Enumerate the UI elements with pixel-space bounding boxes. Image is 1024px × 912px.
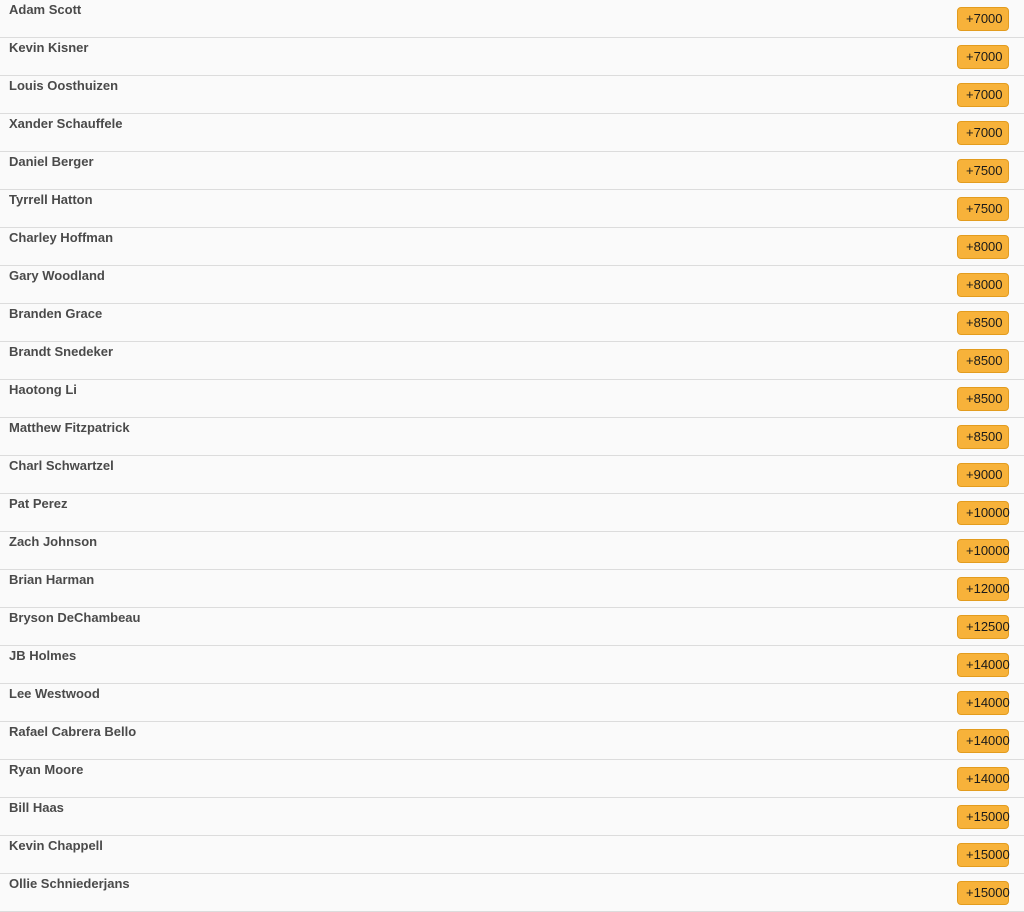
player-name: Bill Haas <box>9 800 64 815</box>
odds-button[interactable]: +7000 <box>957 121 1009 145</box>
list-item <box>0 646 1024 684</box>
list-item <box>0 114 1024 152</box>
odds-button[interactable]: +8500 <box>957 349 1009 373</box>
odds-button[interactable]: +8000 <box>957 273 1009 297</box>
player-name: Bryson DeChambeau <box>9 610 141 625</box>
player-name: Tyrrell Hatton <box>9 192 93 207</box>
player-name: Kevin Kisner <box>9 40 89 55</box>
player-name: Ryan Moore <box>9 762 84 777</box>
odds-button[interactable]: +15000 <box>957 843 1009 867</box>
list-item <box>0 38 1024 76</box>
list-item <box>0 266 1024 304</box>
player-name: Lee Westwood <box>9 686 100 701</box>
player-name: Kevin Chappell <box>9 838 103 853</box>
player-name: Daniel Berger <box>9 154 94 169</box>
odds-button[interactable]: +15000 <box>957 881 1009 905</box>
list-item <box>0 304 1024 342</box>
player-name: Rafael Cabrera Bello <box>9 724 137 739</box>
player-name: Branden Grace <box>9 306 103 321</box>
player-name: Charl Schwartzel <box>9 458 114 473</box>
list-item <box>0 494 1024 532</box>
list-item <box>0 76 1024 114</box>
player-name: Haotong Li <box>9 382 77 397</box>
odds-button[interactable]: +8000 <box>957 235 1009 259</box>
odds-button[interactable]: +8500 <box>957 387 1009 411</box>
list-item <box>0 418 1024 456</box>
list-item <box>0 228 1024 266</box>
odds-button[interactable]: +7000 <box>957 7 1009 31</box>
list-item <box>0 532 1024 570</box>
odds-button[interactable]: +7500 <box>957 197 1009 221</box>
list-item <box>0 836 1024 874</box>
player-name: Adam Scott <box>9 2 82 17</box>
odds-button[interactable]: +14000 <box>957 767 1009 791</box>
player-name: Matthew Fitzpatrick <box>9 420 130 435</box>
list-item <box>0 722 1024 760</box>
list-item <box>0 874 1024 912</box>
odds-button[interactable]: +10000 <box>957 501 1009 525</box>
odds-button[interactable]: +12000 <box>957 577 1009 601</box>
player-name: Charley Hoffman <box>9 230 114 245</box>
odds-button[interactable]: +10000 <box>957 539 1009 563</box>
list-item <box>0 342 1024 380</box>
player-name: Pat Perez <box>9 496 68 511</box>
odds-button[interactable]: +7000 <box>957 83 1009 107</box>
list-item <box>0 0 1024 38</box>
odds-button[interactable]: +8500 <box>957 425 1009 449</box>
player-name: Gary Woodland <box>9 268 105 283</box>
list-item <box>0 152 1024 190</box>
player-name: JB Holmes <box>9 648 77 663</box>
list-item <box>0 190 1024 228</box>
odds-button[interactable]: +14000 <box>957 653 1009 677</box>
list-item <box>0 456 1024 494</box>
list-item <box>0 684 1024 722</box>
odds-button[interactable]: +7500 <box>957 159 1009 183</box>
player-name: Brian Harman <box>9 572 95 587</box>
player-name: Zach Johnson <box>9 534 98 549</box>
odds-button[interactable]: +14000 <box>957 729 1009 753</box>
odds-button[interactable]: +12500 <box>957 615 1009 639</box>
odds-button[interactable]: +8500 <box>957 311 1009 335</box>
list-item <box>0 570 1024 608</box>
odds-button[interactable]: +7000 <box>957 45 1009 69</box>
list-item <box>0 380 1024 418</box>
list-item <box>0 798 1024 836</box>
odds-button[interactable]: +9000 <box>957 463 1009 487</box>
odds-button[interactable]: +15000 <box>957 805 1009 829</box>
player-name: Xander Schauffele <box>9 116 123 131</box>
player-name: Ollie Schniederjans <box>9 876 130 891</box>
odds-button[interactable]: +14000 <box>957 691 1009 715</box>
list-item <box>0 608 1024 646</box>
list-item <box>0 760 1024 798</box>
player-name: Brandt Snedeker <box>9 344 114 359</box>
player-name: Louis Oosthuizen <box>9 78 119 93</box>
